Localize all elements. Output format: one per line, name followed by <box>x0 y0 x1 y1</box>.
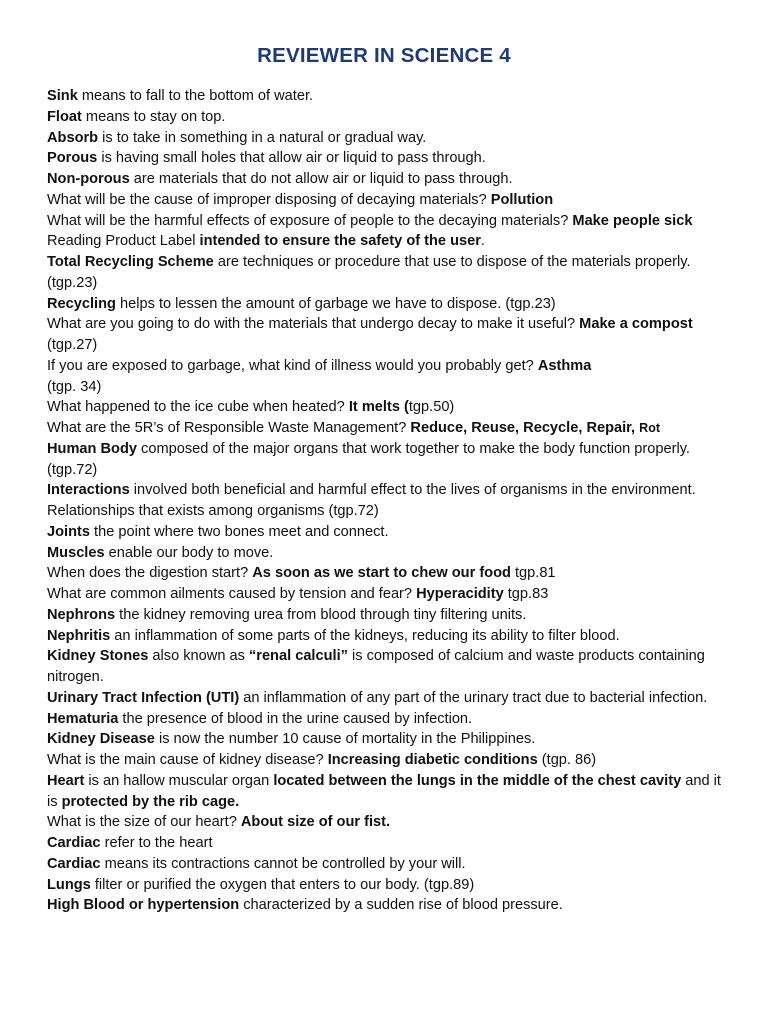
trailing-text: tgp.81 <box>510 565 556 582</box>
reviewer-line <box>47 356 727 398</box>
reviewer-line <box>47 584 727 605</box>
question: What happened to the ice cube when heated? <box>47 399 349 416</box>
answer: Asthma <box>537 357 592 374</box>
definition: an inflammation of some parts of the kidneys, reducing its ability to filter blood. <box>110 627 620 644</box>
term: Urinary Tract Infection (UTI) <box>47 689 240 706</box>
term: Joints <box>47 523 90 540</box>
reviewer-line <box>47 294 727 315</box>
question: What are you going to do with the materials that undergo decay to make it useful? <box>47 316 580 333</box>
definition-bold: located between the lungs in the middle of the chest cavity <box>273 772 682 789</box>
reviewer-line <box>47 626 727 647</box>
question: What are common ailments caused by tension and fear? <box>47 586 417 602</box>
question: What are the 5R’s of Responsible Waste Management? <box>47 420 411 436</box>
answer: Hyperacidity <box>416 586 504 602</box>
term: Sink <box>47 88 78 104</box>
trailing-text: tgp.83 <box>503 586 549 602</box>
definition: also known as <box>148 648 249 665</box>
reviewer-line <box>47 854 727 875</box>
term: Nephrons <box>47 606 116 623</box>
definition: is having small holes that allow air or liquid to pass through. <box>97 150 486 167</box>
definition: means to fall to the bottom of water. <box>77 88 314 104</box>
reviewer-line <box>47 252 727 294</box>
trailing-text: tgp.50) <box>408 399 455 416</box>
definition: refer to the heart <box>100 835 213 851</box>
trailing-text: (tgp.27) <box>47 337 98 353</box>
trailing-text: (tgp. 34) <box>47 378 102 395</box>
reviewer-line <box>47 439 727 481</box>
term: Kidney Disease <box>47 731 155 748</box>
reviewer-line <box>47 522 727 543</box>
term: High Blood or hypertension <box>47 897 240 914</box>
reviewer-line <box>47 231 727 252</box>
definition: is to take in something in a natural or gradual way. <box>98 129 427 146</box>
reviewer-line <box>47 646 727 688</box>
reviewer-line <box>47 563 727 584</box>
page-title: REVIEWER IN SCIENCE 4 <box>257 44 511 67</box>
definition-bold-2: protected by the rib cage. <box>61 793 240 810</box>
answer: Pollution <box>490 191 554 208</box>
definition: are materials that do not allow air or liquid to pass through. <box>129 171 513 187</box>
term: Non-porous <box>47 171 130 187</box>
definition: is an hallow muscular organ <box>84 772 274 789</box>
reviewer-content <box>47 86 727 916</box>
term: Kidney Stones <box>47 648 149 665</box>
reviewer-line <box>47 688 727 709</box>
question: Reading Product Label <box>47 233 200 250</box>
term: Muscles <box>47 544 105 561</box>
answer: As soon as we start to chew our food <box>252 565 511 582</box>
question: What will be the harmful effects of exposure of people to the decaying materials? <box>47 212 573 229</box>
reviewer-line <box>47 833 727 854</box>
reviewer-line <box>47 86 727 107</box>
definition: is now the number 10 cause of mortality in the Philippines. <box>154 731 536 748</box>
reviewer-line <box>47 543 727 564</box>
question: When does the digestion start? <box>47 565 253 582</box>
term: Cardiac <box>47 855 101 872</box>
term: Float <box>47 108 82 125</box>
definition: filter or purified the oxygen that enters to our body. (tgp.89) <box>90 876 475 893</box>
reviewer-line <box>47 397 727 418</box>
definition: helps to lessen the amount of garbage we have to dispose. (tgp.23) <box>115 295 556 312</box>
reviewer-line <box>47 812 727 833</box>
reviewer-line <box>47 605 727 626</box>
answer: Reduce, Reuse, Recycle, Repair, <box>410 420 640 436</box>
question: What will be the cause of improper disposing of decaying materials? <box>47 191 491 208</box>
reviewer-line <box>47 107 727 128</box>
term: Porous <box>47 150 98 167</box>
term: Heart <box>47 772 85 789</box>
answer: intended to ensure the safety of the user <box>199 233 481 250</box>
reviewer-line <box>47 895 727 916</box>
answer: Make a compost <box>579 316 693 333</box>
definition: the presence of blood in the urine caused by infection. <box>118 710 473 727</box>
answer: Make people sick <box>572 212 693 229</box>
trailing-text: (tgp. 86) <box>537 752 597 768</box>
answer: Increasing diabetic conditions <box>327 752 538 768</box>
term: Human Body <box>47 440 137 457</box>
reviewer-line <box>47 418 727 439</box>
term: Cardiac <box>47 835 101 851</box>
reviewer-line <box>47 709 727 730</box>
reviewer-line <box>47 169 727 190</box>
definition: the kidney removing urea from blood through tiny filtering units. <box>115 606 527 623</box>
term: Nephritis <box>47 627 111 644</box>
term: Lungs <box>47 876 91 893</box>
definition: composed of the major organs that work together to make the body function properly. (tgp.72) <box>47 440 690 478</box>
answer: It melts ( <box>348 399 409 416</box>
definition-continued: and it is <box>47 772 721 810</box>
definition: the point where two bones meet and connect. <box>89 523 389 540</box>
reviewer-line <box>47 190 727 211</box>
question: What is the size of our heart? <box>47 814 241 831</box>
definition: means its contractions cannot be controlled by your will. <box>100 855 466 872</box>
reviewer-line <box>47 128 727 149</box>
definition: enable our body to move. <box>104 544 274 561</box>
reviewer-line <box>47 480 727 522</box>
reviewer-line <box>47 750 727 771</box>
reviewer-line <box>47 875 727 896</box>
term: Recycling <box>47 295 116 312</box>
reviewer-line <box>47 211 727 232</box>
term: Hematuria <box>47 710 119 727</box>
reviewer-line <box>47 314 727 356</box>
trailing-text: . <box>480 233 485 250</box>
definition: involved both beneficial and harmful effect to the lives of organisms in the environment. Relationships that exists among organisms (tgp.72) <box>47 482 696 519</box>
reviewer-line <box>47 148 727 169</box>
definition: an inflammation of any part of the urinary tract due to bacterial infection. <box>239 689 708 706</box>
answer: About size of our fist. <box>240 814 391 831</box>
term: Total Recycling Scheme <box>47 254 214 270</box>
definition: are techniques or procedure that use to dispose of the materials properly. (tgp.23) <box>47 254 691 291</box>
definition-continued: is composed of calcium and waste products containing nitrogen. <box>47 648 705 685</box>
definition: characterized by a sudden rise of blood pressure. <box>239 897 563 914</box>
definition: means to stay on top. <box>81 108 226 125</box>
term: Absorb <box>47 129 99 146</box>
term: Interactions <box>47 482 130 499</box>
question: If you are exposed to garbage, what kind of illness would you probably get? <box>47 357 538 374</box>
question: What is the main cause of kidney disease? <box>47 752 328 768</box>
reviewer-line <box>47 771 727 813</box>
reviewer-line <box>47 729 727 750</box>
answer-small: Rot <box>639 421 660 435</box>
term-alias: “renal calculi” <box>248 648 348 665</box>
